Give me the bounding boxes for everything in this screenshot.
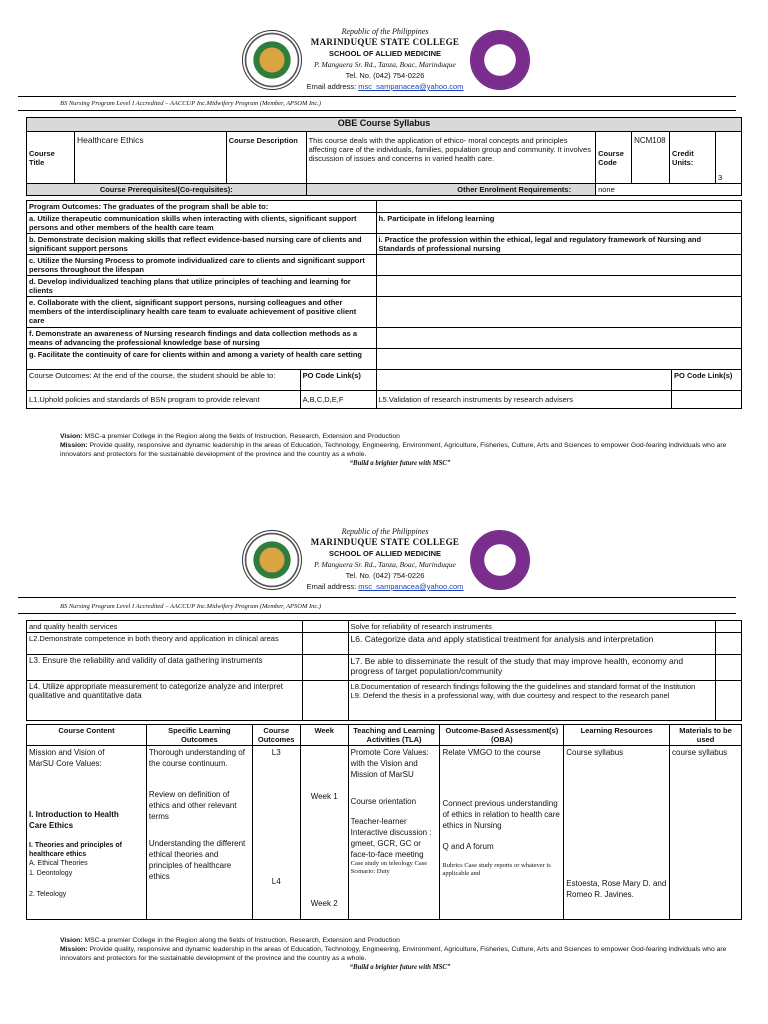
co-l4: L4 (271, 877, 281, 886)
tla-orientation: Course orientation (350, 797, 417, 806)
other-req-value: none (596, 184, 742, 196)
program-outcomes-table (26, 200, 742, 409)
college-name: MARINDUQUE STATE COLLEGE (310, 537, 460, 547)
address: P. Manguera Sr. Rd., Tanza, Boac, Marinduque (314, 560, 456, 569)
tla-core-values: Promote Core Values: with the Vision and Mission of MarSU (350, 748, 429, 779)
outcome-row-right: L6. Categorize data and apply statistical treatment for analysis and interpretation (348, 633, 715, 655)
school-name: SCHOOL OF ALLIED MEDICINE (328, 549, 442, 558)
address: P. Manguera Sr. Rd., Tanza, Boac, Marinduque (314, 60, 456, 69)
republic-line: Republic of the Philippines (341, 27, 429, 36)
course-desc: This course deals with the application of ethico- moral concepts and principles affecting care of the individuals, families, population group and community. It involves discussion of issues and concerns in varied health care. (306, 132, 595, 184)
learning-outcomes-cont-table (26, 620, 742, 721)
mission-label: Mission: (60, 442, 88, 449)
outcome-row-left: and quality health services (27, 621, 303, 633)
tla-cell (348, 746, 440, 920)
co-l3: L3 (271, 748, 281, 757)
page2-footer (60, 936, 740, 972)
oba-vmgo: Relate VMGO to the course (442, 748, 541, 757)
learning-outcome-l1: L1.Uphold policies and standards of BSN program to provide relevant (27, 391, 301, 409)
col-course-outcomes: Course Outcomes (252, 725, 300, 746)
vision-label: Vision: (60, 433, 83, 440)
po-link-header: PO Code Link(s) (300, 370, 376, 391)
col-learning-resources: Learning Resources (564, 725, 670, 746)
other-req-label: Other Enrolment Requirements: (306, 184, 595, 196)
week-cell (300, 746, 348, 920)
content-intro: I. Introduction to Health Care Ethics (29, 810, 119, 830)
po-link-header-2: PO Code Link(s) (672, 370, 742, 391)
materials-syllabus: course syllabus (672, 748, 728, 757)
col-tla: Teaching and Learning Activities (TLA) (348, 725, 440, 746)
outcome-row-right: L8.Documentation of research findings following the the guidelines and standard format of the Institution L9. Defend the thesis in a professional way, with due courtesy and respect to the research panel (348, 681, 715, 721)
week-2: Week 2 (310, 899, 338, 908)
course-plan-table (26, 724, 742, 920)
content-teleology: 2. Teleology (29, 891, 67, 898)
po-a: a. Utilize therapeutic communication skills when interacting with clients, significant support persons and other members of the health care team (27, 213, 377, 234)
materials-cell (670, 746, 742, 920)
l1-po-link: A,B,C,D,E,F (300, 391, 376, 409)
course-outcomes-label: Course Outcomes: At the end of the course, the student should be able to: (27, 370, 301, 391)
letterhead (300, 526, 470, 592)
oba-cell (440, 746, 564, 920)
program-outcomes-label: Program Outcomes: The graduates of the program shall be able to: (27, 201, 377, 213)
po-i: i. Practice the profession within the ethical, legal and regulatory framework of Nursing and Standards of professional nursing (376, 234, 742, 255)
po-b: b. Demonstrate decision making skills that reflect evidence-based nursing care of clients and significant support persons (27, 234, 377, 255)
col-materials: Materials to be used (670, 725, 742, 746)
page2-header (0, 524, 768, 614)
po-f: f. Demonstrate an awareness of Nursing research findings and data collection methods as a means of advancing the professional knowledge base of nursing (27, 328, 377, 349)
vision-text: MSC-a premier College in the Region along the fields of Instruction, Research, Extension and Production (84, 937, 400, 944)
email-label: Email address: (306, 82, 357, 91)
learning-outcome-l5: L5.Validation of research instruments by research advisers (376, 391, 672, 409)
slo-course-continuum: Thorough understanding of the course continuum. (148, 748, 245, 768)
republic-line: Republic of the Philippines (341, 527, 429, 536)
tla-case-study: Case study on teleology Case Scenario: Duty (350, 860, 428, 875)
syllabus-table (26, 117, 742, 196)
prereq-label: Course Prerequisites/(Co-requisites): (27, 184, 307, 196)
course-desc-label: Course Description (226, 132, 306, 184)
course-code-label: Course Code (596, 132, 632, 184)
content-theories: I. Theories and principles of healthcare ethics (29, 842, 122, 858)
learning-resources-cell (564, 746, 670, 920)
slo-review-definition: Review on definition of ethics and other relevant terms (148, 790, 237, 821)
college-seal-icon (242, 30, 302, 90)
oba-connect: Connect previous understanding of ethics in relation to health care ethics in Nursing (442, 799, 560, 830)
course-content-cell (27, 746, 147, 920)
course-title: Healthcare Ethics (74, 132, 226, 184)
content-vmgo: Mission and Vision of MarSU Core Values: (29, 748, 105, 768)
outcome-row-right: Solve for reliability of research instruments (348, 621, 715, 633)
slo-cell (146, 746, 252, 920)
credit-label: Credit Units: (670, 132, 716, 184)
week-1: Week 1 (310, 792, 338, 801)
email-label: Email address: (306, 582, 357, 591)
col-slo: Specific Learning Outcomes (146, 725, 252, 746)
outcome-row-left: L3. Ensure the reliability and validity of data gathering instruments (27, 655, 303, 681)
outcome-row-right: L7. Be able to disseminate the result of the study that may improve health, economy and progress of target population/community (348, 655, 715, 681)
content-deontology: 1. Deontology (29, 870, 73, 877)
header-rule (18, 597, 736, 598)
col-course-content: Course Content (27, 725, 147, 746)
letterhead (300, 26, 470, 92)
vision-label: Vision: (60, 937, 83, 944)
lr-estoesta: Estoesta, Rose Mary D. and Romeo R. Javines. (566, 879, 667, 899)
email-link[interactable]: msc_sampanacea@yahoo.com (358, 82, 464, 91)
college-seal-icon (242, 530, 302, 590)
course-code: NCM108 (632, 132, 670, 184)
telephone: Tel. No. (042) 754-0226 (345, 571, 425, 580)
oba-rubrics: Rubrics Case study reports or whatever is applicable and (442, 862, 551, 877)
outcome-row-left: L4. Utilize appropriate measurement to categorize analyze and interpret qualitative and quantitative data (27, 681, 303, 721)
college-name: MARINDUQUE STATE COLLEGE (310, 37, 460, 47)
syllabus-title: OBE Course Syllabus (27, 118, 742, 132)
po-d: d. Develop individualized teaching plans that utilize principles of teaching and learning for clients (27, 276, 377, 297)
email-line (300, 581, 470, 592)
course-outcomes-cell (252, 746, 300, 920)
lr-syllabus: Course syllabus (566, 748, 624, 757)
tla-discussion: Teacher-learner Interactive discussion : gmeet, GCR, GC or face-to-face meeting (350, 817, 432, 859)
vision-text: MSC-a premier College in the Region along the fields of Instruction, Research, Extension and Production (84, 433, 400, 440)
slo-ethical-theories: Understanding the different ethical theories and principles of healthcare ethics (148, 839, 246, 881)
slogan: “Build a brighter future with MSC” (349, 460, 451, 467)
col-oba: Outcome-Based Assessment(s) (OBA) (440, 725, 564, 746)
header-rule-2 (18, 110, 736, 111)
school-seal-icon (470, 30, 530, 90)
outcome-row-left: L2.Demonstrate competence in both theory and application in clinical areas (27, 633, 303, 655)
po-e: e. Collaborate with the client, significant support persons, nursing colleagues and other members of the interdisciplinary health care team to evaluate achievement of positive client care (27, 297, 377, 328)
mission-text: Provide quality, responsive and dynamic leadership in the areas of Education, Technology, Engineering, Environment, Agriculture, Fisheries, Culture, Arts and Sciences to empower God-fearing individuals who are innovators and protectors for the sustainable development of the province and the country as a whole. (60, 442, 727, 458)
header-rule-2 (18, 613, 736, 614)
telephone: Tel. No. (042) 754-0226 (345, 71, 425, 80)
content-ethical-theories: A. Ethical Theories (29, 860, 88, 867)
mission-text: Provide quality, responsive and dynamic leadership in the areas of Education, Technology, Engineering, Environment, Agriculture, Fisheries, Culture, Arts and Sciences to empower God-fearing individuals who are innovators and protectors for the sustainable development of the province and the country as a whole. (60, 946, 727, 962)
accreditation-line: BS Nursing Program Level I Accredited – AACCUP Inc.Midwifery Program (Member, APSOM Inc.) (60, 603, 322, 610)
email-line (300, 81, 470, 92)
school-name: SCHOOL OF ALLIED MEDICINE (328, 49, 442, 58)
slogan: “Build a brighter future with MSC” (349, 964, 451, 971)
accreditation-line: BS Nursing Program Level I Accredited – AACCUP Inc.Midwifery Program (Member, APSOM Inc.) (60, 100, 322, 107)
po-h: h. Participate in lifelong learning (376, 213, 742, 234)
credit-value: 3 (715, 132, 741, 184)
header-rule (18, 96, 736, 97)
po-c: c. Utilize the Nursing Process to promote individualized care to clients and significant support persons throughout the lifespan (27, 255, 377, 276)
page1-footer (60, 432, 740, 468)
school-seal-icon (470, 530, 530, 590)
email-link[interactable]: msc_sampanacea@yahoo.com (358, 582, 464, 591)
oba-qa-forum: Q and A forum (442, 842, 494, 851)
course-title-label: Course Title (27, 132, 75, 184)
po-g: g. Facilitate the continuity of care for clients within and among a variety of health care setting (27, 349, 377, 370)
mission-label: Mission: (60, 946, 88, 953)
col-week: Week (300, 725, 348, 746)
